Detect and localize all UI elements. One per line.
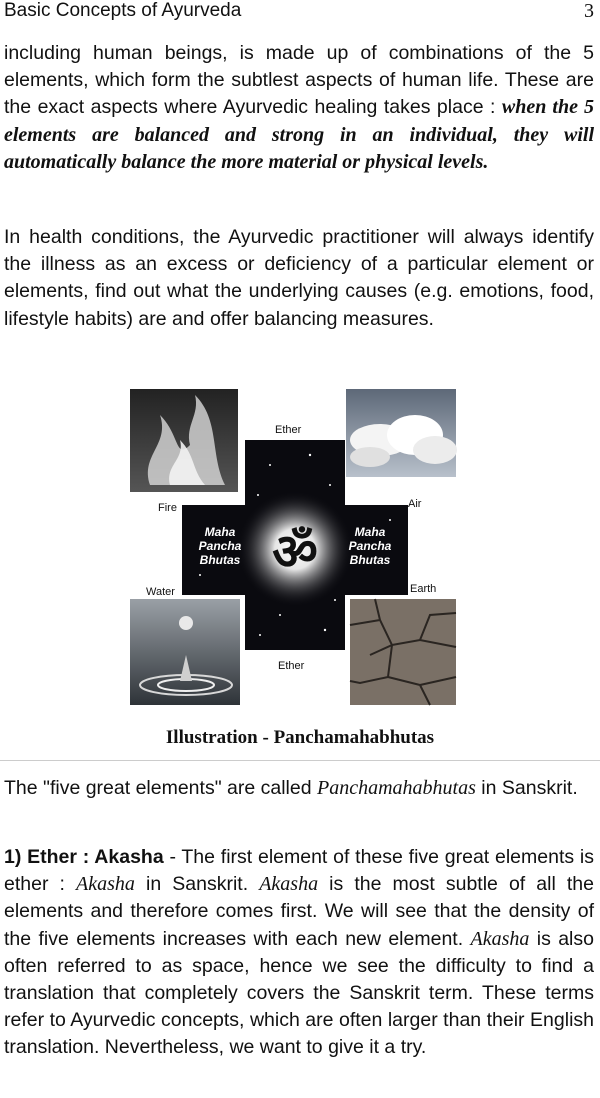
fire-photo	[130, 389, 238, 492]
paragraph-text: - The first element of these five great elements is ether :	[4, 846, 594, 896]
om-symbol: ॐ	[272, 523, 318, 581]
label-water: Water	[146, 586, 175, 598]
paragraph-text: in Sanskrit.	[475, 777, 578, 799]
paragraph-five-elements	[4, 775, 594, 811]
air-cloud-photo	[346, 389, 457, 477]
paragraph-text: is the most subtle of all the elements and therefore comes first. We will see that the density of the five elements increases with each new element.	[4, 873, 594, 950]
page-number: 3	[584, 0, 594, 22]
label-air: Air	[408, 498, 422, 510]
paragraph-text: in Sanskrit.	[134, 873, 260, 896]
label-earth: Earth	[410, 583, 437, 595]
maha-left-line3: Bhutas	[199, 553, 241, 567]
emphasis-text: when the 5 elements are balanced and strong in an individual, they will automatically balance the more material or physical levels.	[4, 96, 594, 173]
label-ether-top: Ether	[275, 424, 302, 436]
water-drop-photo	[130, 599, 240, 705]
paragraph-text: including human beings, is made up of combinations of the 5 elements, which form the subtlest aspects of human life. These are the exact aspects where Ayurvedic healing takes place :	[4, 42, 594, 119]
sanskrit-term: Akasha	[259, 873, 319, 896]
running-header	[4, 0, 594, 30]
sanskrit-term: Akasha	[76, 873, 135, 896]
divider	[0, 760, 600, 761]
maha-left-line2: Pancha	[198, 539, 242, 553]
paragraph-elements-intro	[4, 40, 594, 185]
panchamahabhutas-illustration	[130, 385, 460, 707]
earth-cracked-photo	[350, 599, 456, 705]
sanskrit-term: Akasha	[470, 927, 530, 950]
label-ether-bottom: Ether	[278, 660, 305, 672]
maha-right-line1: Maha	[354, 525, 386, 539]
figure-caption: Illustration - Panchamahabhutas	[165, 727, 435, 748]
maha-left-line1: Maha	[204, 525, 236, 539]
sanskrit-term: Panchamahabhutas	[317, 777, 476, 799]
maha-right-line3: Bhutas	[349, 553, 391, 567]
paragraph-text: In health conditions, the Ayurvedic practitioner will always identify the illness as an excess or deficiency of a particular element or elements, find out what the underlying causes (e.g. emotions, food, lifestyle habits) are and offer balancing measures.	[4, 226, 594, 330]
paragraph-health-conditions	[4, 224, 594, 342]
section-heading: 1) Ether : Akasha	[4, 846, 164, 868]
maha-right-line2: Pancha	[348, 539, 392, 553]
paragraph-ether-akasha	[4, 844, 594, 1071]
paragraph-text: The "five great elements" are called	[4, 777, 317, 799]
label-fire: Fire	[158, 502, 177, 514]
running-title: Basic Concepts of Ayurveda	[4, 0, 242, 21]
illustration-graphic	[130, 385, 460, 707]
paragraph-text: is also often referred to as space, hence we see the difficulty to find a translation that completely covers the Sanskrit term. These terms refer to Ayurvedic concepts, which are often larger than their English translation. Nevertheless, we want to give it a try.	[4, 927, 594, 1059]
